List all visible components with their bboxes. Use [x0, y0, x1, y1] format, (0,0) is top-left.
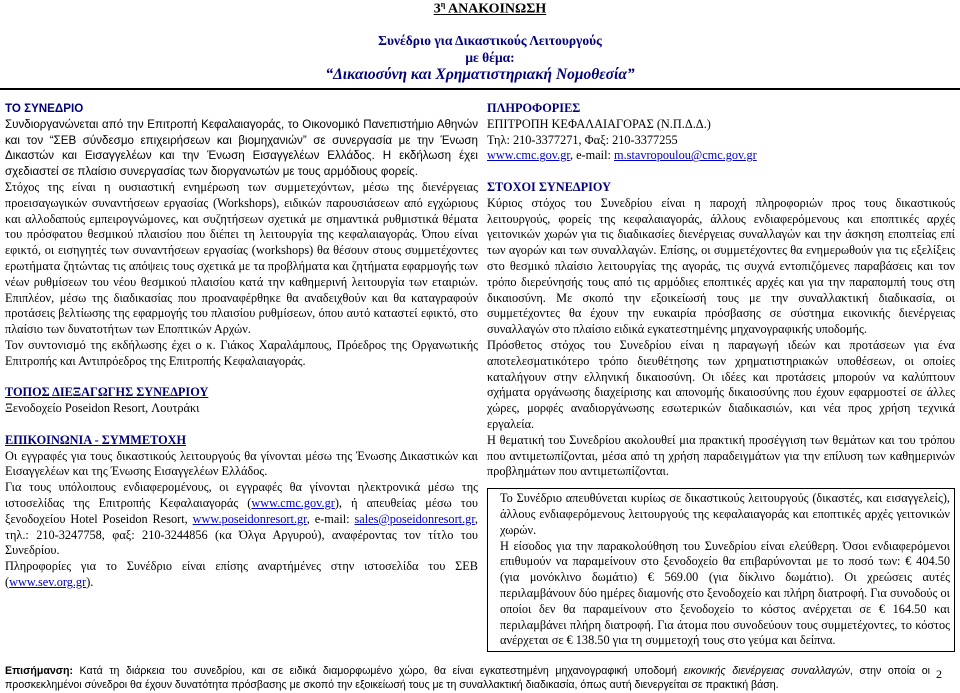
- info-heading: ΠΛΗΡΟΦΟΡΙΕΣ: [487, 101, 581, 115]
- goals-heading: ΣΤΟΧΟΙ ΣΥΝΕΔΡΙΟΥ: [487, 179, 612, 194]
- info-org: ΕΠΙΤΡΟΠΗ ΚΕΦΑΛΑΙΑΓΟΡΑΣ (Ν.Π.Δ.Δ.): [487, 116, 711, 131]
- info-links: www.cmc.gov.gr, e-mail: m.stavropoulou@cmc.gov.gr: [487, 148, 757, 163]
- goals-text-3: Η θεματική του Συνεδρίου ακολουθεί μια πρακτική προσέγγιση των θεμάτων και του τρόπου που αντιμετωπίζονται, μέσα από τη χρήση παραδειγμάτων για την επίλυση των καθημερινών προβλημάτων που αντιμετωπίζονται.: [487, 432, 955, 479]
- coordinator-text: Τον συντονισμό της εκδήλωσης έχει ο κ. Γιάκος Χαραλάμπους, Πρόεδρος της Οργανωτικής Επιτροπής και Αντιπρόεδρος της Επιτροπής Κεφαλαιαγοράς.: [5, 337, 478, 368]
- audience-text: Το Συνέδριο απευθύνεται κυρίως σε δικαστικούς λειτουργούς (δικαστές, και εισαγγελείς), άλλους ενδιαφερόμενους λειτουργούς της κεφαλαιαγοράς και εποπτικές αρχές γειτονικών χωρών.: [500, 491, 950, 537]
- conference-line-2: με θέμα:: [465, 50, 515, 65]
- sev-website-link[interactable]: www.sev.org.gr: [9, 574, 87, 589]
- venue-text: Ξενοδοχείο Poseidon Resort, Λουτράκι: [5, 401, 200, 416]
- conference-theme: “Δικαιοσύνη και Χρηματιστηριακή Νομοθεσία”: [325, 66, 635, 83]
- venue-heading: ΤΟΠΟΣ ΔΙΕΞΑΓΩΓΗΣ ΣΥΝΕΔΡΙΟΥ: [5, 385, 209, 400]
- footer-note: Επισήμανση: Κατά τη διάρκεια του συνεδρίου, και σε ειδικά διαμορφωμένο χώρο, θα είναι εγκατεστημένη μηχανογραφική υποδομή εικονικής διενέργειας συναλλαγών, στην οποία οι προσκεκλημένοι σύνεδροι θα έχουν δυνατότητα πρόσβασης με σκοπό την εξοικείωσή τους με τη συναλλακτική διαδικασία, όπως αυτή διενεργείται σε πρακτική βάση.: [5, 665, 930, 691]
- contact-heading: ΕΠΙΚΟΙΝΩΝΙΑ - ΣΥΜΜΕΤΟΧΗ: [5, 432, 187, 447]
- footer-label: Επισήμανση:: [5, 665, 73, 677]
- info-website-link[interactable]: www.cmc.gov.gr: [487, 148, 570, 163]
- poseidon-website-link[interactable]: www.poseidonresort.gr: [192, 511, 307, 526]
- organizer-heading: ΤΟ ΣΥΝΕΔΡΙΟ: [5, 102, 84, 115]
- info-email-link[interactable]: m.stavropoulou@cmc.gov.gr: [614, 148, 757, 163]
- info-phone: Τηλ: 210-3377271, Φαξ: 210-3377255: [487, 132, 678, 147]
- cmc-website-link[interactable]: www.cmc.gov.gr: [251, 495, 335, 510]
- purpose-text: Στόχος της είναι η ουσιαστική ενημέρωση των συμμετεχόντων, μέσω της διενέργειας προεισαγωγικών συναντήσεων εργασίας (Workshops), ειδικών παρουσιάσεων από εγχώριους και αλλοδαπούς εμπειρογνώμονες, και συζητήσεων σχετικά με σημαντικά ρυθμιστικά θέματα του πρόσφατου θεσμικού πλαισίου που διέπει τη λειτουργία της κεφαλαιαγοράς. Όπου είναι εφικτό, οι εισηγητές των συναντήσεων εργασίας (workshops) θα θέσουν στους συμμετέχοντες ερωτήματα ζητώντας τις απόψεις τους σχετικά με τα προβλήματα και ζητήματα εφαρμογής των νέων ρυθμίσεων του νέου θεσμικού πλαισίου κατά την καθημερινή λειτουργία των εταιριών. Επιπλέον, μέσω της διαδικασίας που προαναφέρθηκε θα αναδειχθούν και θα καταγραφούν προτάσεις βελτίωσης της εφαρμογής του πλαισίου ρυθμίσεων, όπου αυτό καταστεί εφικτό, στο πλαίσιο των δυνατοτήτων των Εποπτικών Αρχών.: [5, 179, 478, 337]
- conference-line-1: Συνέδριο για Δικαστικούς Λειτουργούς: [378, 33, 602, 48]
- goals-text-2: Πρόσθετος στόχος του Συνεδρίου είναι η παραγωγή ιδεών και προτάσεων για ένα αποτελεσματικότερο τρόπο διευθέτησης των χρηματιστηριακών υποθέσεων, οι οποίες καταλήγουν στην ελληνική δικαιοσύνη. Οι ιδέες και προτάσεις μπορούν να καλύπτουν σχήματα οργάνωσης διαχείρισης και απονομής δικαιοσύνης που έχουν εφαρμοστεί σε άλλες χώρες, μορφές αναδιοργάνωσης εσωτερικών διαδικασιών, και νέα προς χρήση τεχνικά εργαλεία.: [487, 337, 955, 431]
- header-rule: [0, 88, 960, 90]
- contact-sev-info: Πληροφορίες για το Συνέδριο είναι επίσης αναρτήμένες στην ιστοσελίδα του ΣΕΒ (www.sev.org.gr).: [5, 559, 478, 589]
- page-number: 2: [936, 667, 942, 681]
- left-column: [5, 101, 478, 591]
- announcement-title: $3^\eta$ ΑΝΑΚΟΙΝΩΣΗ: [433, 0, 547, 17]
- organizer-text: Συνδιοργανώνεται από την Επιτροπή Κεφαλαιαγοράς, το Οικονομικό Πανεπιστήμιο Αθηνών και τον “ΣΕΒ σύνδεσμο επιχειρήσεων και βιομηχανιών” σε συνεργασία με την Ένωση Δικαστών και Εισαγγελέων και την Ένωση Εισαγγελέων Ελλάδος. Η εκδήλωση έχει σχεδιαστεί σε πλαίσιο συνεργασίας των διοργανωτών με τους αρμόδιους φορείς.: [5, 117, 478, 179]
- goals-text-1: Κύριος στόχος του Συνεδρίου είναι η παροχή πληροφοριών προς τους δικαστικούς λειτουργούς, φορείς της κεφαλαιαγοράς, άλλους ενδιαφερόμενους και εποπτικές αρχές γειτονικών χωρών για τις διαδικασίες διενέργειας συναλλαγών και την άσκηση εποπτείας επί των αγορών και των συναλλαγών. Επίσης, οι συμμετέχοντες θα ενημερωθούν για τις εξελίξεις στο θεσμικό πλαίσιο λειτουργίας της αγοράς, τις συχνά εντοπιζόμενες παραβάσεις και τον τρόπο διερεύνησής τους από τις αρμόδιες εποπτικές αρχές και για την παραπομπή τους στη δικαιοσύνη. Με σκοπό την εξοικείωσή τους με την συναλλακτική διαδικασία, οι συμμετέχοντες θα έχουν την ευκαιρία πρόσβασης σε σύστημα εικονικής διενέργειας συναλλαγών στο πλαίσιο ειδικά εγκατεστημένης μηχανογραφικής υποδομής.: [487, 195, 955, 337]
- participation-box: [487, 488, 955, 652]
- poseidon-email-link[interactable]: sales@poseidonresort.gr: [354, 511, 475, 526]
- contact-registration-others: Για τους υπόλοιπους ενδιαφερομένους, οι εγγραφές θα γίνονται ηλεκτρονικά μέσω της ιστοσελίδας της Επιτροπής Κεφαλαιαγοράς (www.cmc.gov.gr), ή απευθείας μέσω του ξενοδοχείου Hotel Poseidon Resort, www.poseidonresort.gr, e-mail: sales@poseidonresort.gr, τηλ.: 210-3247758, φαξ: 210-3244856 (κα Όλγα Αργυρού), αναφέροντας τον τίτλο του Συνεδρίου.: [5, 480, 478, 558]
- contact-registration-judges: Οι εγγραφές για τους δικαστικούς λειτουργούς θα γίνονται μέσω της Ένωσης Δικαστικών και Εισαγγελέων και της Ένωσης Εισαγγελέων Ελλάδος.: [5, 448, 478, 479]
- right-column: [487, 101, 955, 652]
- fees-text: Η είσοδος για την παρακολούθηση του Συνεδρίου είναι ελεύθερη. Όσοι ενδιαφερόμενοι επιθυμούν να παραμείνουν στο ξενοδοχείο θα επιβαρύνονται με το ποσό των: € 404.50 (για μονόκλινο δωμάτιο) € 569.00 (για δίκλινο δωμάτιο). Οι χρεώσεις αυτές περιλαμβάνουν δύο ημέρες διαμονής στο ξενοδοχείο και πλήρη διατροφή. Για συνοδούς οι οποίοι δεν θα παραμείνουν στο ξενοδοχείο το κόστος ανέρχεται σε € 164.50 και περιλαμβάνει πλήρη διατροφή. Για άτομα που συνοδεύουν τους συμμετέχοντες, το κόστος ανέρχεται σε € 138.50 για τη συμμετοχή τους στο γεύμα και δείπνα.: [500, 538, 950, 648]
